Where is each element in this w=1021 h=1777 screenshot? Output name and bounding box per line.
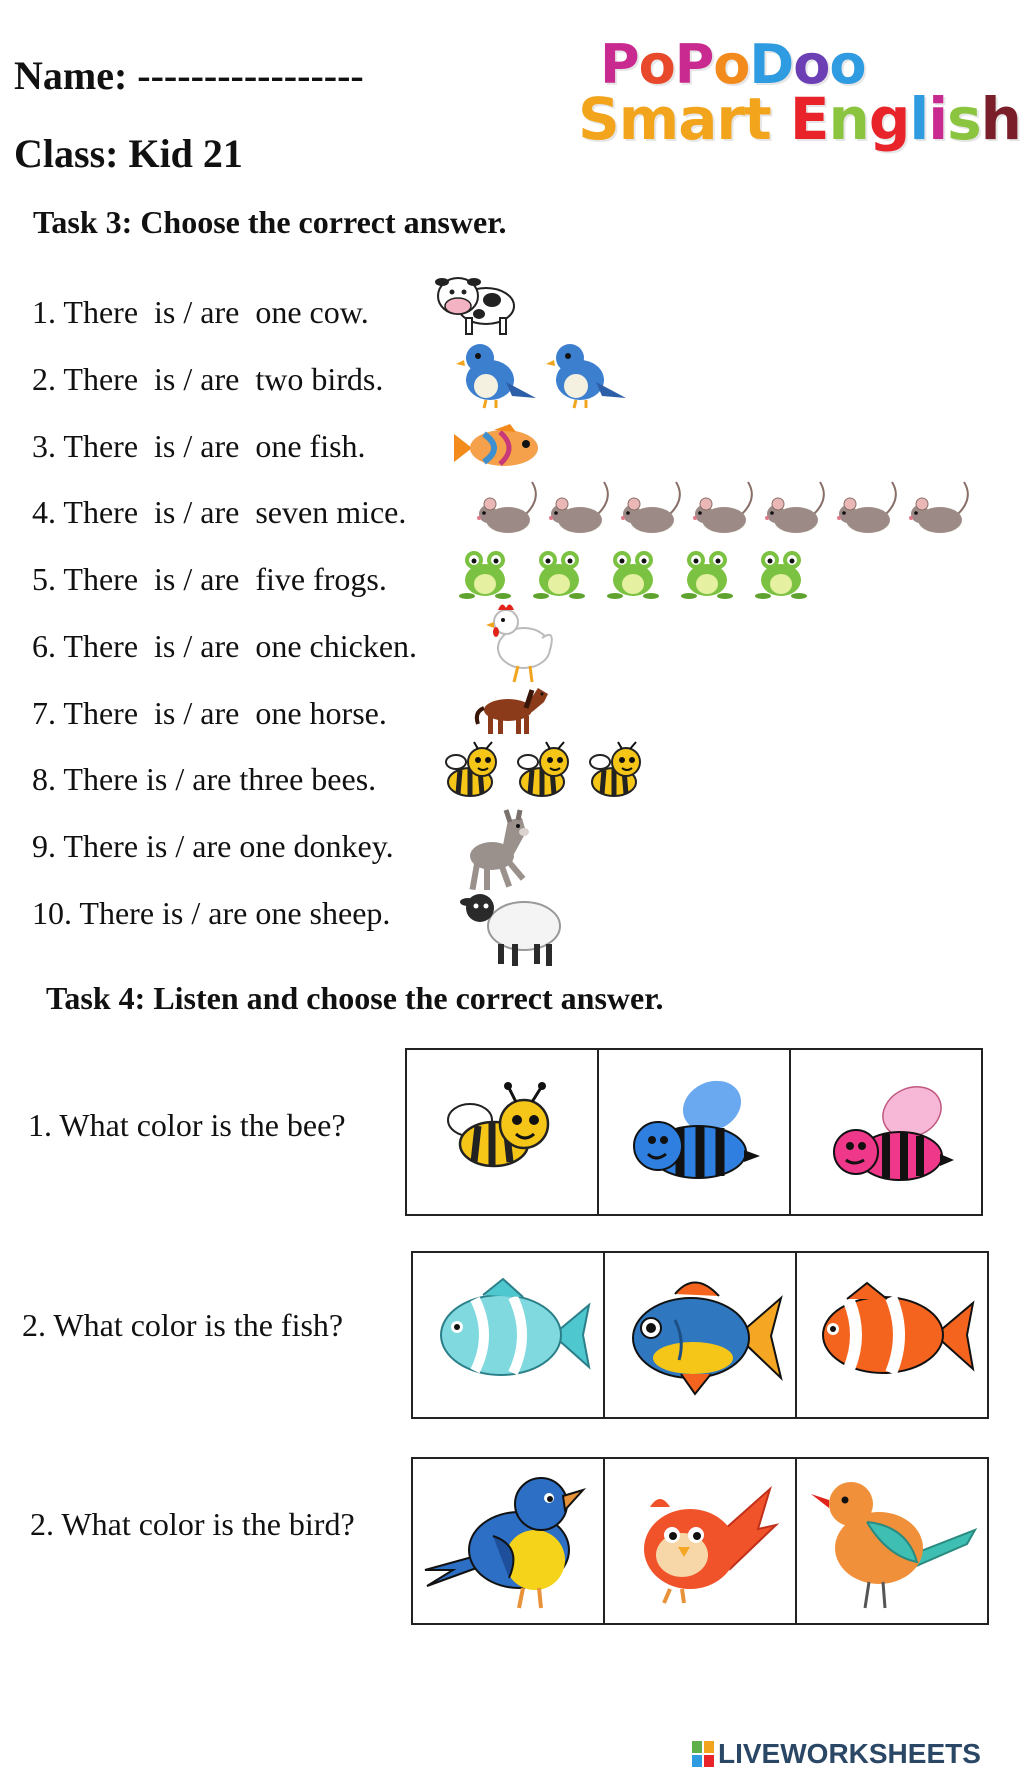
answer-option[interactable] [413,1253,603,1417]
mouse-icon [692,478,758,538]
fish-pictures [454,424,544,472]
fish-icon [454,424,544,472]
logo-letter: P [674,33,714,96]
frog-pictures [458,548,808,600]
task3-item: 2. There is / are two birds. [32,361,384,397]
bird-pictures [456,340,628,410]
answer-options [411,1251,989,1419]
mouse-icon [836,478,902,538]
logo-letter: o [793,33,830,96]
logo-letter: g [868,85,910,153]
chicken-icon [484,598,556,686]
cow-pictures [434,268,518,338]
sheep-icon [458,886,568,968]
orange-fish-icon [807,1275,977,1395]
mouse-icon [476,478,542,538]
answer-option[interactable] [597,1050,789,1214]
logo-letter: l [909,85,929,153]
sheep-pictures [458,886,568,968]
logo-letter: h [980,85,1021,153]
chicken-pictures [484,598,556,686]
logo-letter: n [828,85,869,153]
popodoo-logo [578,33,1021,153]
blue-bird-icon [423,1466,593,1616]
answer-option[interactable] [795,1253,987,1417]
liveworksheets-brand: LIVEWORKSHEETS [718,1738,981,1769]
logo-letter: D [749,33,794,96]
liveworksheets-icon [692,1741,714,1767]
name-field-label: Name: ----------------- [14,53,364,98]
mouse-icon [548,478,614,538]
frog-icon [532,548,586,600]
orange-bird-icon [807,1466,977,1616]
task3-item: 4. There is / are seven mice. [32,494,407,530]
task4-question: 1. What color is the bee? [28,1107,346,1143]
bee-icon [514,740,574,802]
logo-letter: m [618,85,679,153]
task4-title: Task 4: Listen and choose the correct answer. [46,980,664,1016]
task3-item: 1. There is / are one cow. [32,294,369,330]
red-bird-icon [620,1471,780,1611]
task3-item: 9. There is / are one donkey. [32,828,394,864]
task3-item: 6. There is / are one chicken. [32,628,418,664]
frog-icon [606,548,660,600]
logo-letter: r [716,85,744,153]
class-label: Class: Kid 21 [14,131,243,176]
task3-title: Task 3: Choose the correct answer. [33,204,507,240]
logo-space [771,85,790,153]
answer-option[interactable] [603,1253,795,1417]
logo-letter: i [928,85,948,153]
logo-line-2 [578,85,1021,153]
answer-option[interactable] [413,1459,603,1623]
logo-letter: t [743,85,771,153]
task4-question: 2. What color is the bird? [30,1506,355,1542]
frog-icon [458,548,512,600]
bee-icon [442,740,502,802]
blue-fish-icon [615,1270,785,1400]
task3-item: 3. There is / are one fish. [32,428,366,464]
logo-letter: s [947,85,981,153]
donkey-icon [456,810,534,894]
answer-options [405,1048,983,1216]
bird-icon [546,340,628,410]
donkey-pictures [456,810,534,894]
mouse-icon [764,478,830,538]
task3-item: 5. There is / are five frogs. [32,561,387,597]
logo-letter: P [600,33,639,96]
logo-letter: o [713,33,750,96]
answer-option[interactable] [789,1050,981,1214]
frog-icon [754,548,808,600]
liveworksheets-logo [692,1738,981,1770]
task4-question: 2. What color is the fish? [22,1307,344,1343]
mouse-icon [620,478,686,538]
frog-icon [680,548,734,600]
teal-fish-icon [423,1275,593,1395]
answer-options [411,1457,989,1625]
task3-item: 7. There is / are one horse. [32,695,387,731]
answer-option[interactable] [603,1459,795,1623]
mouse-pictures [476,478,974,538]
answer-option[interactable] [407,1050,597,1214]
logo-letter: E [789,85,829,153]
logo-letter: o [638,33,675,96]
logo-letter: o [829,33,866,96]
logo-letter: S [578,85,619,153]
pink-bee-icon [816,1076,956,1188]
mouse-icon [908,478,974,538]
cow-icon [434,268,518,338]
answer-option[interactable] [795,1459,987,1623]
yellow-bee-icon [442,1082,562,1182]
blue-bee-icon [624,1076,764,1188]
bee-pictures [442,740,646,802]
logo-line-1 [600,33,866,96]
task3-item: 10. There is / are one sheep. [32,895,391,931]
bird-icon [456,340,538,410]
task3-item: 8. There is / are three bees. [32,761,377,797]
horse-icon [474,684,554,736]
bee-icon [586,740,646,802]
horse-pictures [474,684,554,736]
logo-letter: a [678,85,717,153]
